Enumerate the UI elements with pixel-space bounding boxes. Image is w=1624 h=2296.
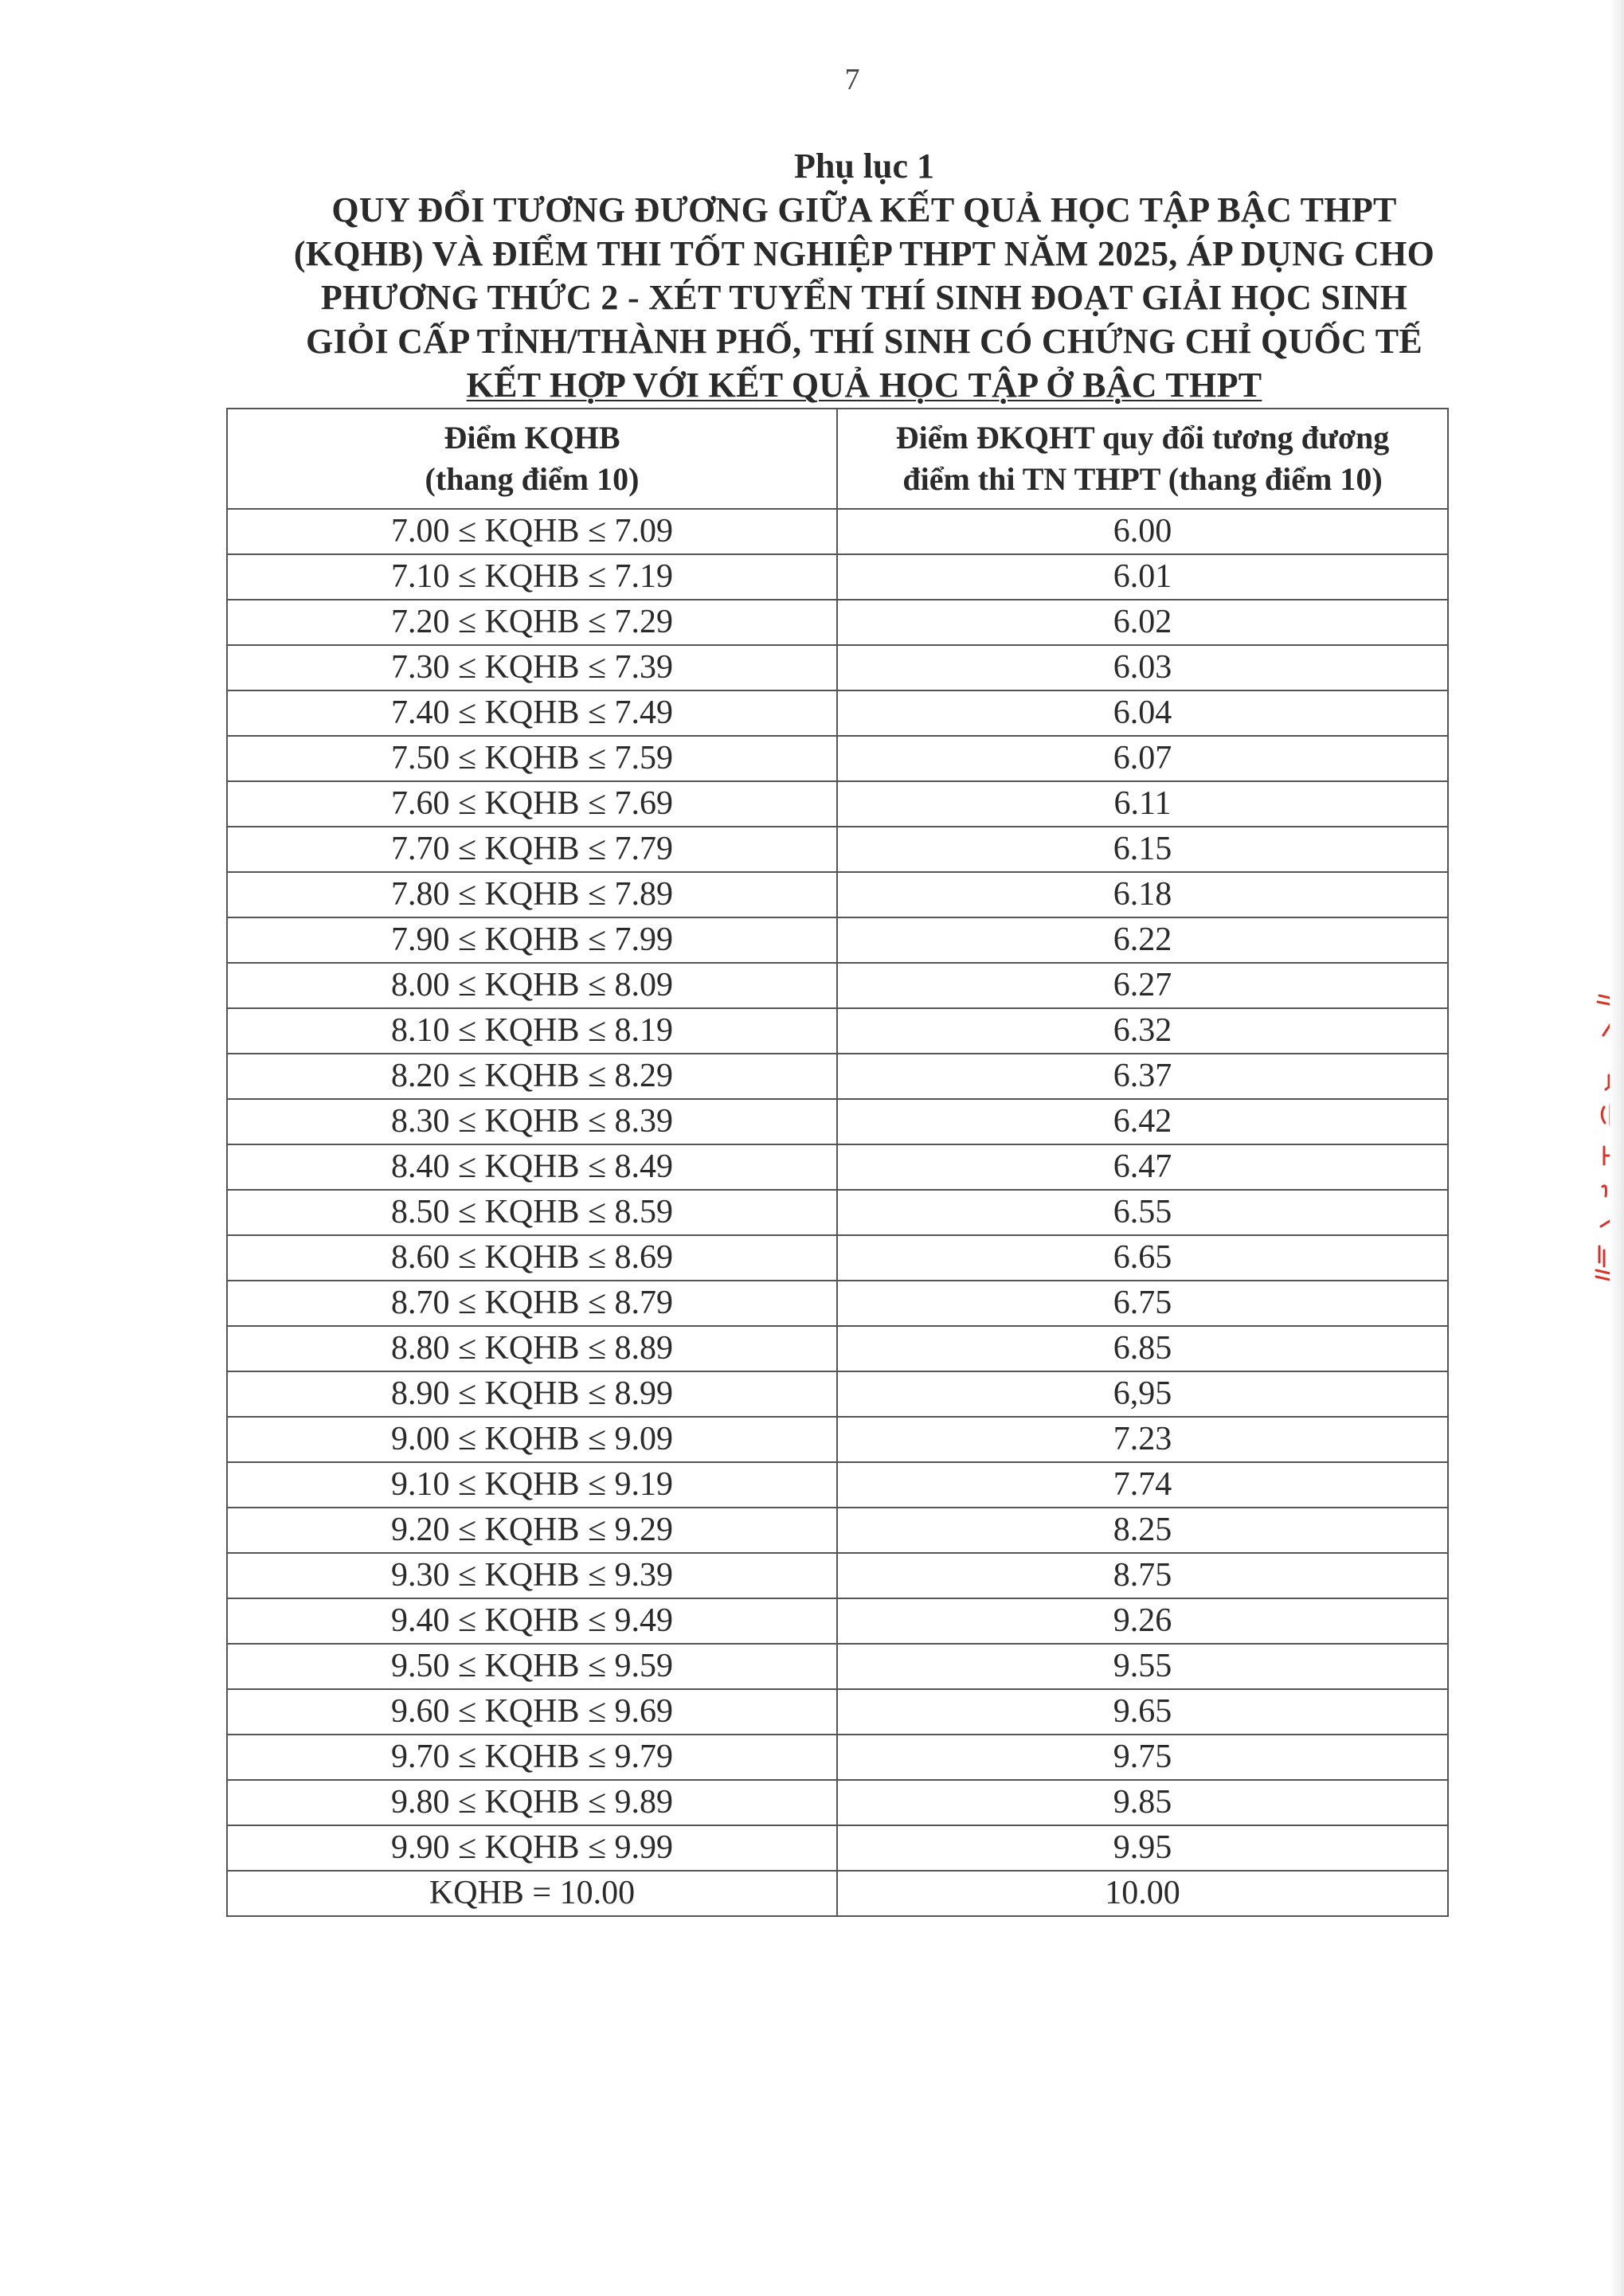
table-row [227,1417,1448,1462]
converted-score-cell: 6.55 [837,1190,1448,1235]
converted-score-cell: 8.25 [837,1508,1448,1553]
converted-score-cell: 6.32 [837,1008,1448,1054]
converted-score-cell: 6.00 [837,509,1448,554]
table-row [227,781,1448,827]
heading-line: KẾT HỢP VỚI KẾT QUẢ HỌC TẬP Ở BẬC THPT [466,366,1262,405]
kqhb-range-cell: 7.90 ≤ KQHB ≤ 7.99 [227,917,837,963]
table-row [227,645,1448,690]
kqhb-range-cell: 9.90 ≤ KQHB ≤ 9.99 [227,1825,837,1871]
kqhb-range-cell: 8.20 ≤ KQHB ≤ 8.29 [227,1054,837,1099]
kqhb-range-cell: 9.60 ≤ KQHB ≤ 9.69 [227,1689,837,1735]
kqhb-range-cell: 7.60 ≤ KQHB ≤ 7.69 [227,781,837,827]
heading-line: GIỎI CẤP TỈNH/THÀNH PHỐ, THÍ SINH CÓ CHỨNG CHỈ QUỐC TẾ [305,322,1422,361]
kqhb-range-cell: 7.80 ≤ KQHB ≤ 7.89 [227,872,837,917]
table-row [227,1371,1448,1417]
kqhb-range-cell: 8.60 ≤ KQHB ≤ 8.69 [227,1235,837,1281]
converted-score-cell: 6.03 [837,645,1448,690]
converted-score-cell: 9.95 [837,1825,1448,1871]
table-row [227,1326,1448,1371]
kqhb-range-cell: 8.80 ≤ KQHB ≤ 8.89 [227,1326,837,1371]
kqhb-range-cell: 8.30 ≤ KQHB ≤ 8.39 [227,1099,837,1144]
kqhb-range-cell: 8.00 ≤ KQHB ≤ 8.09 [227,963,837,1008]
table-row [227,600,1448,645]
table-row [227,509,1448,554]
converted-score-cell: 6.85 [837,1326,1448,1371]
kqhb-range-cell: 8.90 ≤ KQHB ≤ 8.99 [227,1371,837,1417]
kqhb-range-cell: 9.40 ≤ KQHB ≤ 9.49 [227,1598,837,1644]
converted-score-cell: 8.75 [837,1553,1448,1598]
page-edge-shadow [1610,0,1624,2296]
converted-score-cell: 6.47 [837,1144,1448,1190]
table-row [227,827,1448,872]
table-row [227,1825,1448,1871]
table-row [227,1099,1448,1144]
header-kqhb-line2: (thang điểm 10) [425,461,640,497]
converted-score-cell: 6.15 [837,827,1448,872]
converted-score-cell: 6.37 [837,1054,1448,1099]
converted-score-cell: 10.00 [837,1871,1448,1916]
table-row [227,736,1448,781]
converted-score-cell: 6.65 [837,1235,1448,1281]
table-row [227,1462,1448,1508]
table-row [227,690,1448,736]
converted-score-cell: 6.11 [837,781,1448,827]
converted-score-cell: 6.18 [837,872,1448,917]
converted-score-cell: 9.26 [837,1598,1448,1644]
kqhb-range-cell: 7.00 ≤ KQHB ≤ 7.09 [227,509,837,554]
table-row [227,1598,1448,1644]
table-row [227,872,1448,917]
converted-score-cell: 7.74 [837,1462,1448,1508]
converted-score-cell: 9.55 [837,1644,1448,1689]
table-row [227,1735,1448,1780]
kqhb-range-cell: 9.20 ≤ KQHB ≤ 9.29 [227,1508,837,1553]
kqhb-range-cell: 7.20 ≤ KQHB ≤ 7.29 [227,600,837,645]
table-row [227,1190,1448,1235]
table-body [227,509,1448,1916]
converted-score-cell: 6.27 [837,963,1448,1008]
converted-score-cell: 6.04 [837,690,1448,736]
header-kqhb-line1: Điểm KQHB [444,420,620,456]
header-score-line1: Điểm ĐKQHT quy đổi tương đương [895,420,1390,456]
converted-score-cell: 6.02 [837,600,1448,645]
converted-score-cell: 6.01 [837,554,1448,600]
kqhb-range-cell: 9.50 ≤ KQHB ≤ 9.59 [227,1644,837,1689]
table-row [227,554,1448,600]
converted-score-cell: 6.42 [837,1099,1448,1144]
document-heading [187,145,1541,407]
kqhb-range-cell: 7.70 ≤ KQHB ≤ 7.79 [227,827,837,872]
kqhb-range-cell: 7.30 ≤ KQHB ≤ 7.39 [227,645,837,690]
kqhb-range-cell: 7.10 ≤ KQHB ≤ 7.19 [227,554,837,600]
kqhb-range-cell: 9.70 ≤ KQHB ≤ 9.79 [227,1735,837,1780]
header-kqhb [227,409,837,509]
heading-line: PHƯƠNG THỨC 2 - XÉT TUYỂN THÍ SINH ĐOẠT GIẢI HỌC SINH [320,278,1408,317]
kqhb-range-cell: 8.70 ≤ KQHB ≤ 8.79 [227,1281,837,1326]
table-row [227,1144,1448,1190]
table-row [227,1508,1448,1553]
header-score-line2: điểm thi TN THPT (thang điểm 10) [902,461,1383,497]
table-row [227,1780,1448,1825]
kqhb-range-cell: 7.50 ≤ KQHB ≤ 7.59 [227,736,837,781]
converted-score-cell: 6.75 [837,1281,1448,1326]
table-row [227,1689,1448,1735]
kqhb-range-cell: 7.40 ≤ KQHB ≤ 7.49 [227,690,837,736]
kqhb-range-cell: 9.10 ≤ KQHB ≤ 9.19 [227,1462,837,1508]
converted-score-cell: 9.65 [837,1689,1448,1735]
header-converted-score [837,409,1448,509]
conversion-table [226,408,1449,1917]
table-row [227,1871,1448,1916]
converted-score-cell: 6,95 [837,1371,1448,1417]
table-row [227,1281,1448,1326]
converted-score-cell: 6.07 [837,736,1448,781]
table-row [227,917,1448,963]
kqhb-range-cell: KQHB = 10.00 [227,1871,837,1916]
table-row [227,1235,1448,1281]
kqhb-range-cell: 9.30 ≤ KQHB ≤ 9.39 [227,1553,837,1598]
kqhb-range-cell: 8.40 ≤ KQHB ≤ 8.49 [227,1144,837,1190]
table-row [227,1553,1448,1598]
table-row [227,1054,1448,1099]
table-row [227,1008,1448,1054]
converted-score-cell: 6.22 [837,917,1448,963]
kqhb-range-cell: 9.80 ≤ KQHB ≤ 9.89 [227,1780,837,1825]
table-header-row [227,409,1448,509]
table-row [227,963,1448,1008]
red-stamp-fragment [1567,988,1615,1290]
kqhb-range-cell: 8.10 ≤ KQHB ≤ 8.19 [227,1008,837,1054]
table-row [227,1644,1448,1689]
kqhb-range-cell: 9.00 ≤ KQHB ≤ 9.09 [227,1417,837,1462]
appendix-title: Phụ lục 1 [793,147,935,186]
converted-score-cell: 9.75 [837,1735,1448,1780]
heading-line: (KQHB) VÀ ĐIỂM THI TỐT NGHIỆP THPT NĂM 2025, ÁP DỤNG CHO [293,234,1435,273]
converted-score-cell: 7.23 [837,1417,1448,1462]
kqhb-range-cell: 8.50 ≤ KQHB ≤ 8.59 [227,1190,837,1235]
converted-score-cell: 9.85 [837,1780,1448,1825]
page-number: 7 [844,63,860,96]
heading-line: QUY ĐỔI TƯƠNG ĐƯƠNG GIỮA KẾT QUẢ HỌC TẬP BẬC THPT [331,190,1397,229]
